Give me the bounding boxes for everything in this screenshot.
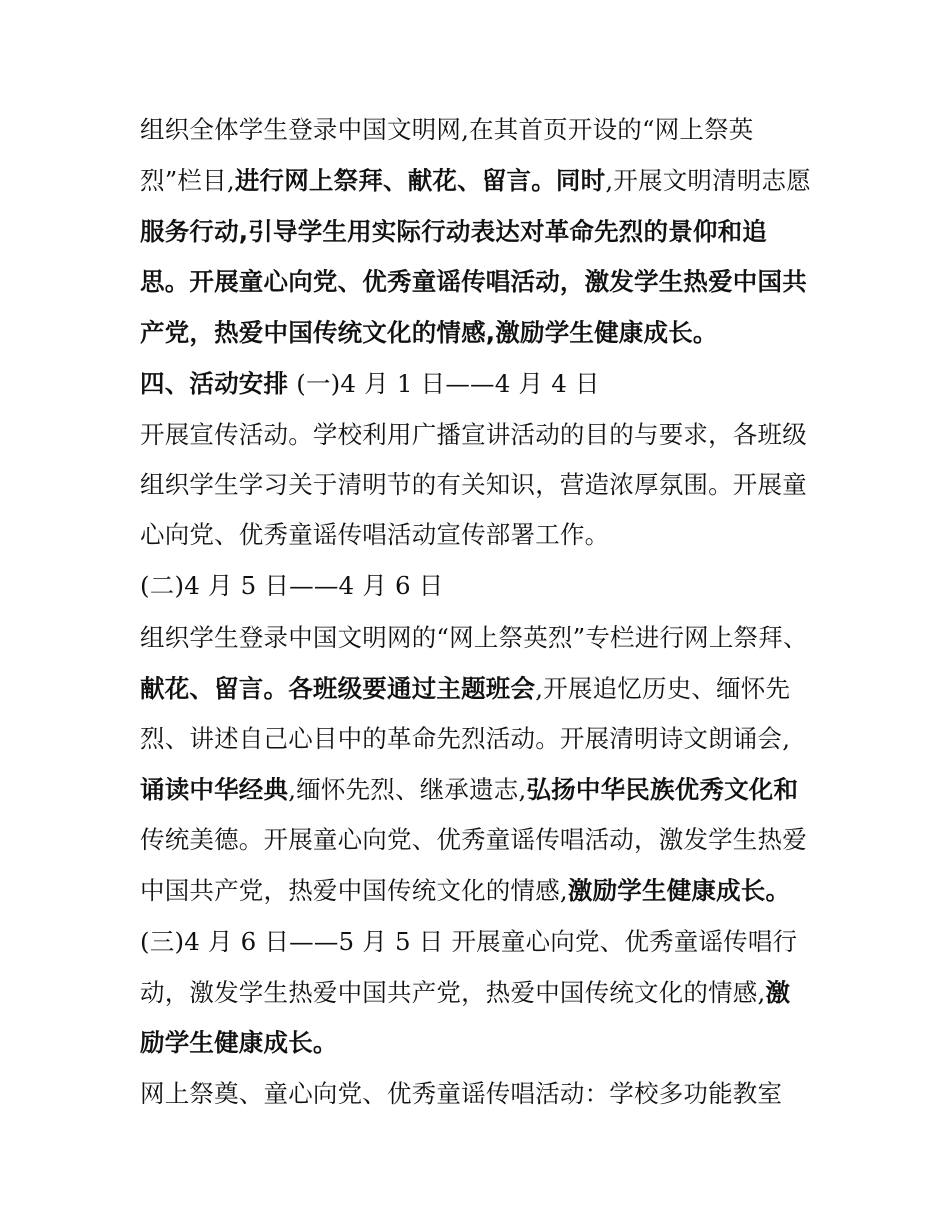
text-line	[140, 1026, 830, 1060]
text-segment: 思。开展童心向党、优秀童谣传唱活动，激发学生热爱中国共	[140, 267, 807, 296]
text-segment: ,开展追忆历史、缅怀先	[535, 674, 791, 703]
text-line	[140, 773, 830, 807]
text-segment: (三)	[140, 927, 185, 956]
text-line	[140, 874, 830, 908]
date-heading	[140, 925, 830, 959]
text-segment: 4 月 6 日——5 月 5 日 开展童心向党、优秀童谣传唱行	[184, 927, 798, 956]
text-segment: 烈、讲述自己心目中的革命先烈活动。开展清明诗文朗诵会,	[140, 724, 791, 753]
text-segment: 献花、留言。各班级要通过主题班会	[140, 674, 536, 703]
text-segment: 开展宣传活动。学校利用广播宣讲活动的目的与要求，各班级	[140, 420, 807, 449]
text-segment: 激	[765, 978, 791, 1007]
text-segment: ,开展文明清明志愿	[605, 166, 811, 195]
text-line	[140, 621, 830, 655]
text-segment: 产党，热爱中国传统文化的情感,激励学生健康成长。	[140, 318, 718, 347]
text-segment: 心向党、优秀童谣传唱活动宣传部署工作。	[140, 520, 610, 549]
date-heading	[140, 569, 830, 603]
text-segment: (一)4 月 1 日——4 月 4 日	[288, 369, 600, 398]
text-segment: 中国共产党，热爱中国传统文化的情感,	[140, 876, 568, 905]
text-segment: 网上祭奠、童心向党、优秀童谣传唱活动：学校多功能教室	[140, 1079, 783, 1108]
text-segment: 服务行动,引导学生用实际行动表达对革命先烈的景仰和追	[140, 217, 768, 246]
text-segment: 烈”栏目,	[140, 166, 235, 195]
text-segment: 传统美德。开展童心向党、优秀童谣传唱活动，激发学生热爱	[140, 825, 807, 854]
text-segment: 组织学生登录中国文明网的“网上祭英烈”专栏进行网上祭拜、	[140, 623, 808, 652]
text-line	[140, 1077, 830, 1111]
section-heading	[140, 367, 830, 401]
text-line	[140, 316, 830, 350]
text-line	[140, 722, 830, 756]
text-segment: 组织学生学习关于清明节的有关知识，营造浓厚氛围。开展童	[140, 470, 807, 499]
text-segment: 诵读中华经典	[140, 775, 289, 804]
text-line	[140, 418, 830, 452]
text-line	[140, 265, 830, 299]
text-segment: 激励学生健康成长。	[567, 876, 791, 905]
text-segment: 弘扬中华民族优秀文化和	[526, 775, 799, 804]
text-line	[140, 823, 830, 857]
text-segment: 进行网上祭拜、献花、留言。同时	[234, 166, 606, 195]
text-line	[140, 672, 830, 706]
text-segment: 动，激发学生热爱中国共产党，热爱中国传统文化的情感,	[140, 978, 766, 1007]
text-line	[140, 164, 830, 198]
text-segment: ,缅怀先烈、继承遗志,	[288, 775, 527, 804]
text-line	[140, 518, 830, 552]
text-line	[140, 215, 830, 249]
text-line	[140, 468, 830, 502]
text-line	[140, 976, 830, 1010]
text-segment: (二)4 月 5 日——4 月 6 日	[140, 571, 444, 600]
text-line	[140, 113, 830, 147]
text-segment: 四、活动安排	[140, 369, 289, 398]
text-segment: 励学生健康成长。	[140, 1028, 338, 1057]
text-segment: 组织全体学生登录中国文明网,在其首页开设的“网上祭英	[140, 115, 754, 144]
